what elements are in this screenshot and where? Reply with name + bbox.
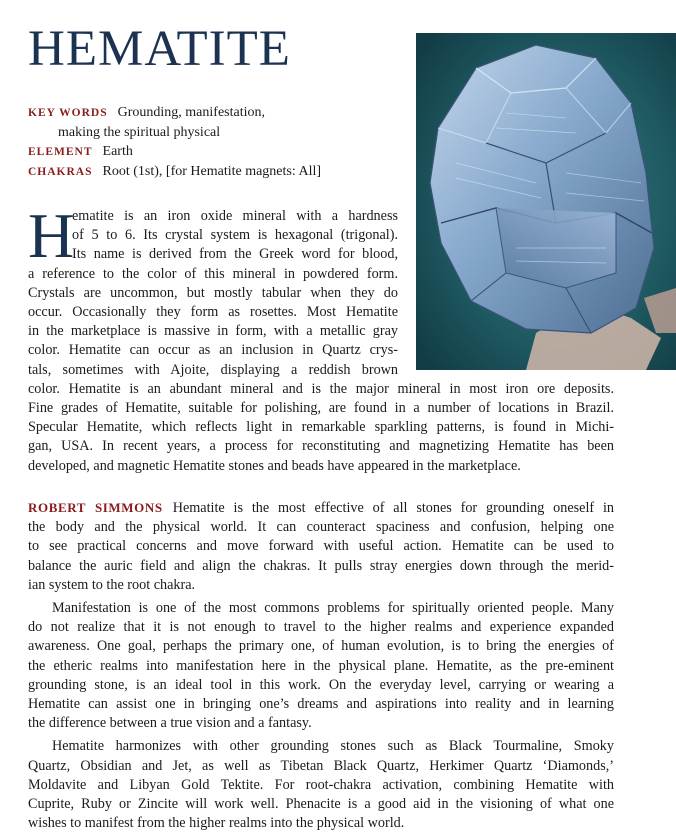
intro-line: Crystals are uncommon, but mostly tabular when they do <box>28 284 398 301</box>
paragraph-line: Quartz, Obsidian and Jet, as well as Tibetan Black Quartz, Herkimer Quartz ‘Diamonds,’ <box>28 757 614 774</box>
intro-line: color. Hematite is an abundant mineral and is the major mineral in most iron ore deposits. <box>28 380 614 397</box>
key-facts <box>28 104 408 182</box>
paragraph-line: do not realize that it is not enough to travel to the higher realms and experience expanded <box>28 619 614 636</box>
intro-line: ematite is an iron oxide mineral with a hardness <box>72 208 398 224</box>
intro-line: in the marketplace is massive in form, with a metallic gray <box>28 323 398 340</box>
drop-cap-letter: H <box>28 200 75 271</box>
robert-simmons-section <box>28 498 614 837</box>
paragraph-line: grounding stone, is an ideal tool in this work. On the everyday level, carrying or wearing a <box>28 676 614 693</box>
paragraph-1 <box>28 498 614 595</box>
paragraph-2 <box>28 599 614 733</box>
paragraph-line: to see practical concerns and move forward with useful action. Hematite can be used to <box>28 538 614 555</box>
keywords-value: Grounding, manifestation, <box>117 105 265 120</box>
paragraph-line: ian system to the root chakra. <box>28 576 196 593</box>
paragraph-line: wishes to manifest from the higher realms into the physical world. <box>28 815 405 832</box>
intro-line: tals, sometimes with Ajoite, displaying a reddish brown <box>28 361 398 378</box>
chakras-label: CHAKRAS <box>28 165 93 178</box>
paragraph-line: the difference between a true vision and a fantasy. <box>28 715 312 732</box>
intro-line: developed, and magnetic Hematite stones and beads have appeared in the marketplace. <box>28 457 521 474</box>
paragraph-line: the etheric realms into manifestation here in the physical plane. Hematite, as the pre-eminent <box>28 657 614 674</box>
paragraph-line: awareness. One goal, perhaps the primary one, of human evolution, is to bring the energies of <box>28 638 614 655</box>
intro-line: Fine grades of Hematite, suitable for polishing, are found in a number of locations in Brazil. <box>28 400 614 417</box>
paragraph-line: Moldavite and Libyan Gold Tektite. For root-chakra activation, combining Hematite with <box>28 776 614 793</box>
author-label: ROBERT SIMMONS <box>28 500 163 515</box>
keywords-continuation: making the spiritual physical <box>58 124 221 140</box>
intro-line: Its name is derived from the Greek word for blood, <box>72 246 398 263</box>
paragraph-line: Hematite harmonizes with other grounding stones such as Black Tourmaline, Smoky <box>52 738 614 755</box>
intro-paragraph <box>28 200 614 476</box>
paragraph-line: Cuprite, Ruby or Zincite will work well. Phenacite is a good aid in the visioning of what one <box>28 796 614 813</box>
intro-line: gan, USA. In recent years, a process for reconstituting and magnetizing Hematite has been <box>28 438 614 455</box>
element-row <box>28 143 408 162</box>
chakras-row <box>28 163 408 182</box>
paragraph-text: Hematite is the most effective of all stones for grounding oneself in <box>172 500 614 516</box>
element-label: ELEMENT <box>28 146 93 159</box>
intro-line: of 5 to 6. Its crystal system is hexagonal (trigonal). <box>72 227 398 244</box>
element-value: Earth <box>102 144 133 160</box>
keywords-label: KEY WORDS <box>28 107 108 119</box>
intro-line: color. Hematite can occur as an inclusion in Quartz crys- <box>28 342 398 359</box>
paragraph-line: Hematite can assist one in bringing one’s dreams and aspirations into reality and in learning <box>28 696 614 713</box>
keywords-row <box>28 104 408 123</box>
intro-line: occur. Occasionally they form as rosettes. Most Hematite <box>28 304 398 321</box>
paragraph-line: Manifestation is one of the most commons problems for spiritually oriented people. Many <box>52 600 614 617</box>
paragraph-line: balance the auric field and align the chakras. It pulls stray energies down through the merid- <box>28 557 614 574</box>
drop-cap <box>28 200 75 271</box>
chakras-value: Root (1st), [for Hematite magnets: All] <box>102 163 322 179</box>
page-title: HEMATITE <box>28 21 291 77</box>
paragraph-3 <box>28 737 614 833</box>
paragraph-line: the body and the physical world. It can counteract spaciness and confusion, helping one <box>28 519 614 536</box>
intro-line: Specular Hematite, which reflects light in remarkable sparkling patterns, is found in Michi- <box>28 419 614 436</box>
intro-line: a reference to the color of this mineral in powdered form. <box>28 265 398 282</box>
paragraph-line <box>28 498 614 518</box>
